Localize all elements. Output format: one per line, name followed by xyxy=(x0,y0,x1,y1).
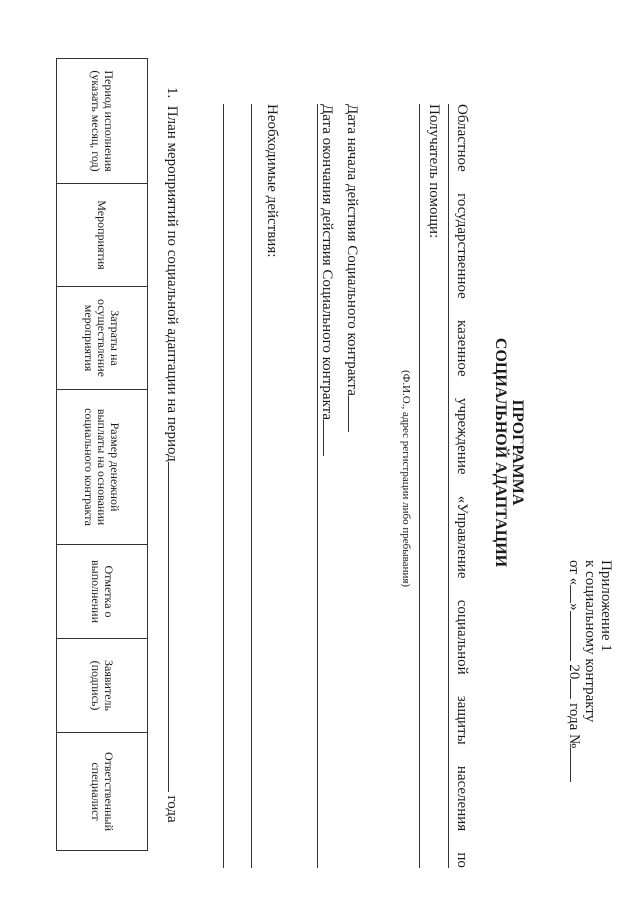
org-underline xyxy=(448,104,449,868)
org-word: населения xyxy=(454,765,470,832)
table-header-row xyxy=(57,59,148,851)
org-word: учреждение xyxy=(454,397,470,475)
organization-line xyxy=(453,104,470,868)
org-word: защиты xyxy=(454,695,470,745)
annex-block xyxy=(566,560,614,782)
recipient-field-line xyxy=(419,104,420,868)
annex-date-line: от «» 20 года № xyxy=(566,560,582,782)
org-word: казенное xyxy=(454,320,470,377)
title-line-2: СОЦИАЛЬНОЙ АДАПТАЦИИ xyxy=(492,337,509,568)
contract-start-label: Дата начала действия Социального контракта xyxy=(344,104,360,396)
actions-line-1 xyxy=(251,104,252,868)
divider-line xyxy=(317,104,318,868)
table-header-cell: Отметка о выполнении xyxy=(57,545,148,639)
org-word: Областное xyxy=(454,104,470,172)
table-header-cell: Затраты на осуществление мероприятия xyxy=(57,287,148,390)
actions-label: Необходимые действия: xyxy=(264,104,280,258)
org-word: «Управление xyxy=(454,495,470,579)
page-title xyxy=(492,0,526,905)
org-word: государственное xyxy=(454,193,470,299)
table-header-cell: Мероприятия xyxy=(57,184,148,287)
actions-line-2 xyxy=(223,104,224,868)
contract-start-date xyxy=(343,104,360,432)
table-header-cell: Заявитель (подпись) xyxy=(57,639,148,733)
org-word: по xyxy=(454,852,470,868)
plan-suffix: года xyxy=(164,795,180,823)
recipient-label: Получатель помощи: xyxy=(426,104,442,239)
recipient-hint: (Ф.И.О., адрес регистрации либо пребывания) xyxy=(400,370,412,588)
org-word: социальной xyxy=(454,599,470,675)
plan-heading xyxy=(163,87,180,823)
plan-text: План мероприятий по социальной адаптации на период xyxy=(164,105,180,462)
table-header-cell: Период исполнения (указать месяц, год) xyxy=(57,59,148,184)
plan-number: 1. xyxy=(164,87,180,99)
activity-plan-table xyxy=(56,58,148,851)
annex-title: Приложение 1 xyxy=(598,560,614,652)
annex-subtitle: к социальному контракту xyxy=(582,560,598,723)
contract-start-field xyxy=(348,396,349,432)
contract-end-label: Дата окончания действия Социального контракта xyxy=(319,104,335,421)
table-header-cell: Размер денежной выплаты на основании социального контракта xyxy=(57,390,148,545)
contract-end-date xyxy=(318,104,335,456)
contract-end-field xyxy=(323,420,324,456)
plan-period-field xyxy=(168,462,169,792)
table-header-cell: Ответственный специалист xyxy=(57,733,148,851)
title-line-1: ПРОГРАММА xyxy=(509,399,526,506)
